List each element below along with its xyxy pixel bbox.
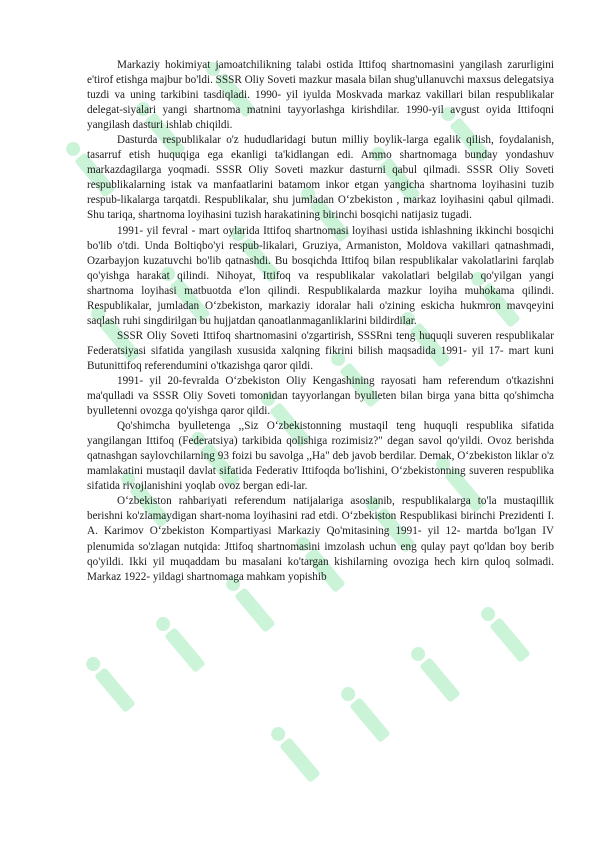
paragraph: Markaziy hokimiyat jamoatchilikning talabi ostida Ittifoq shartnomasini yangilash zarurligini e'tirof etishga majbur bo'ldi. SSSR Oliy Soveti mazkur masala bilan shug'ullanuvchi maxsus delegatsiya tuzdi va uning tarkibini tasdiqladi. 1990- yil iyulda Moskvada markaz vakillari bilan respublikalar delegat-siyalari yangi shartnoma matnini tayyorlashga kirishdilar. 1990-yil avgust oyida Ittifoqni yangilash dasturi ishlab chiqildi. — [87, 59, 554, 132]
paragraph: 1991- yil 20-fevralda O‘zbekiston Oliy Kengashining rayosati ham referendum o'tkazishni ma'qulladi va SSSR Oliy Soveti tomonidan tayyorlangan byulleten bilan birga yana bitta qo'shimcha byulletenni ovozga qo'yishga qaror qildi. — [87, 374, 554, 418]
page-body — [87, 58, 554, 585]
watermark-mark — [478, 604, 531, 663]
paragraph: Dasturda respublikalar o'z hududlaridagi butun milliy boylik-larga egalik qilish, foydalanish, tasarruf etish huquqiga ega ekanligi ta'kidlangan edi. Ammo shartnomaga bunday yondashuv markazdagilarga yoqmadi. SSSR Oliy Soveti mazkur dasturni qabul qilmadi. SSSR Oliy Soveti respublikalarning istak va manfaatlarini batamom inkor etgan yangicha shartnoma loyihasini tuzib respub-likalarga tarqatdi. Respublikalar, shu jumladan O‘zbekiston , markaz loyihasini qabul qilmadi. Shu tariqa, shartnoma loyihasini tuzish harakatining birinchi bosqichi natijasiz tugadi. — [87, 134, 554, 222]
paragraph: Qo'shimcha byulletenga ,,Siz O‘zbekistonning mustaqil teng huquqli respublika sifatida yangilangan Ittifoq (Federatsiya) tarkibida qolishiga rozimisiz?" degan savol qo'yildi. Ovoz berishda qatnashgan saylovchilarning 93 foizi bu savolga ,,Ha" deb javob berdilar. Demak, O‘zbekiston liklar o'z mamlakatini mustaqil davlat sifatida Federativ Ittifoqda bo'lishini, O‘zbekistonning suveren respublika sifatida rivojlanishini yoqlab ovoz bergan edi-lar. — [87, 420, 554, 493]
watermark-mark — [268, 724, 321, 783]
paragraph: 1991- yil fevral - mart oylarida Ittifoq shartnomasi loyihasi ustida ishlashning ikkinchi bosqichi bo'lib o'tdi. Unda Boltiqbo'yi respub-likalari, Gruziya, Armaniston, Moldova vakillari qatnashmadi, Ozarbayjon kuzatuvchi bo'lib qatnashdi. Bu bosqichda Ittifoq bilan respublikalar vakolatlarini farqlab qo'yishga harakat qilindi. Nihoyat, Ittifoq va respublikalar vakolatlari belgilab qo'yilgan yangi shartnoma loyihasi matbuotda e'lon qilindi. Respublikalarda mazkur loyiha muhokama qilindi. Respublikalar, jumladan O‘zbekiston, markaziy idoralar hali o'zining eskicha hukmron mavqeyini saqlash ruhi singdirilgan bu hujjatdan qanoatlanmaganliklarini bildirdilar. — [87, 224, 554, 327]
watermark-mark — [338, 684, 391, 743]
watermark-mark — [83, 654, 136, 713]
watermark-mark — [408, 644, 461, 703]
paragraph: O‘zbekiston rahbariyati referendum natijalariga asoslanib, respublikalarga to'la mustaqillik berishni ko'zlamaydigan shart-noma loyihasini rad etdi. O‘zbekiston Respublikasi birinchi Prezidenti I. A. Karimov O‘zbekiston Kompartiyasi Markaziy Qo'mitasining 1991- yil 12- martda bo'lgan IV plenumida so'zlagan nutqida: Jttifoq shartnomasini imzolash uchun eng qulay payt qo'ldan boy berib qo'yildi. Ikki yil muqaddam bu masalani ko'targan kishilarning ovoziga hech kirn quloq solmadi. Markaz 1922- yildagi shartnomaga mahkam yopishib — [87, 495, 554, 583]
watermark-mark — [153, 614, 206, 673]
paragraph: SSSR Oliy Soveti Ittifoq shartnomasini o'zgartirish, SSSRni teng huquqli suveren respublikalar Federatsiyasi sifatida yangilash xususida xalqning fikrini bilish maqsadida 1991- yil 17- mart kuni Butunittifoq referendumini o'tkazishga qaror qildi. — [87, 329, 554, 372]
